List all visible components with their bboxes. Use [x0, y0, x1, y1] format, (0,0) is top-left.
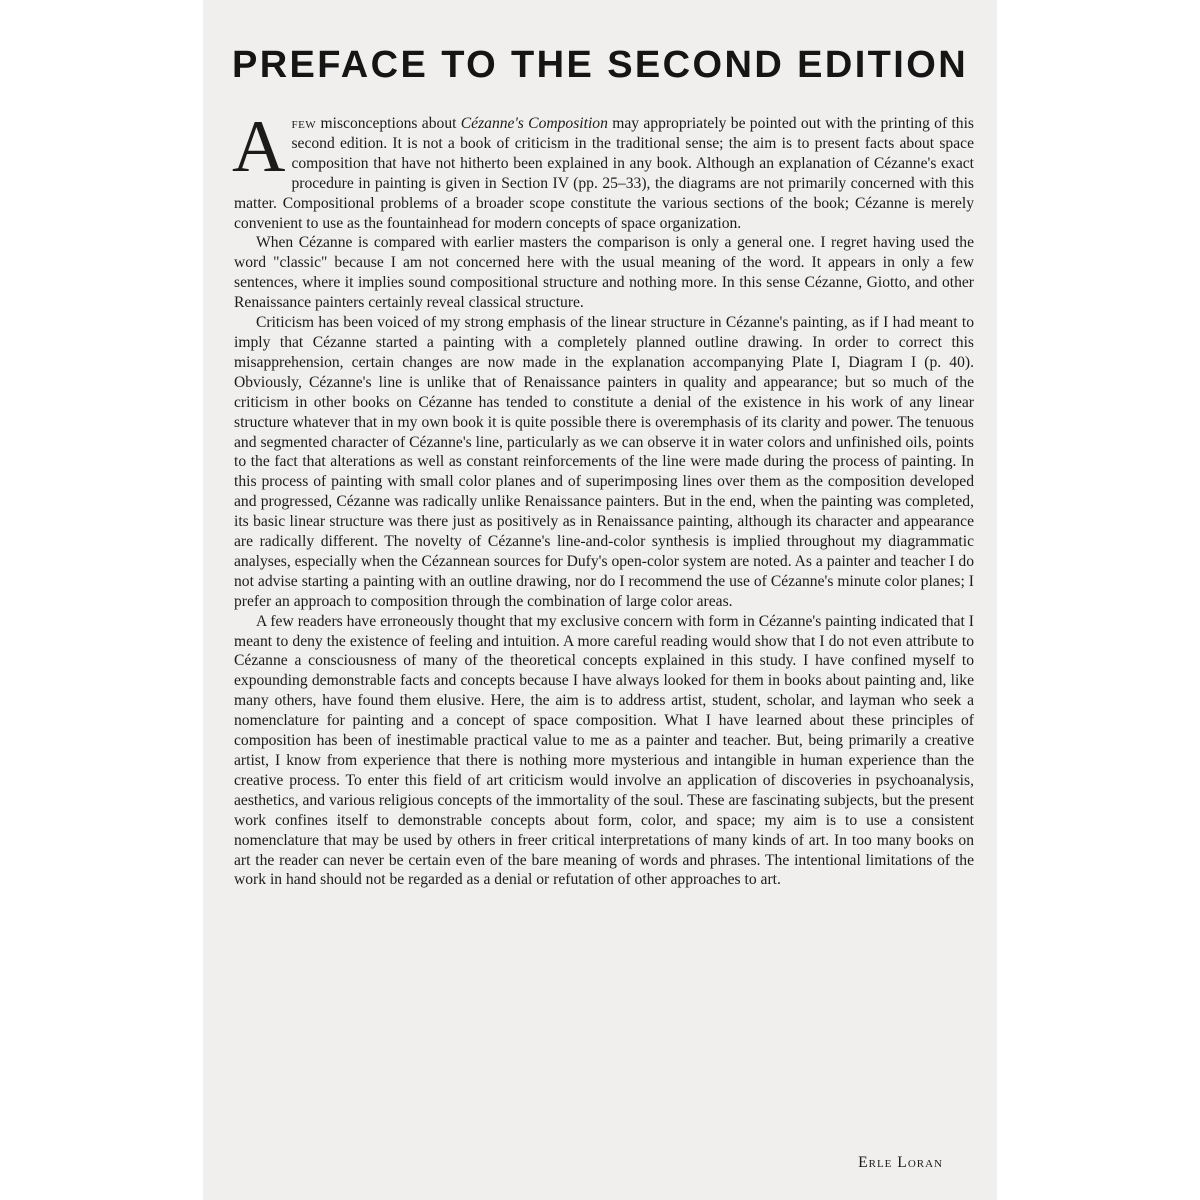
body-text [232, 106, 974, 890]
lead-small-caps: few [291, 115, 317, 132]
book-page [203, 0, 997, 1200]
paragraph-4: A few readers have erroneously thought that my exclusive concern with form in Cézanne's painting indicated that I meant to deny the existence of feeling and intuition. A more careful reading would show that I do not even attribute to Cézanne a consciousness of many of the theoretical concepts explained in this study. I have confined myself to expounding demonstrable facts and concepts because I have always looked for them in books about painting and, like many others, have found them elusive. Here, the aim is to address artist, student, scholar, and layman who seek a nomenclature for painting and a concept of space composition. What I have learned about these principles of composition has been of inestimable practical value to me as a painter and teacher. But, being primarily a creative artist, I know from experience that there is nothing more mysterious and intangible in human experience than the creative process. To enter this field of art criticism would involve an application of discoveries in psychoanalysis, aesthetics, and various religious concepts of the immortality of the soul. These are fascinating subjects, but the present work confines itself to demonstrable concepts about form, color, and space; my aim is to use a consistent nomenclature that may be used by others in freer critical interpretations of many kinds of art. In too many books on art the reader can never be certain even of the bare meaning of words and phrases. The intentional limitations of the work in hand should not be regarded as a denial or refutation of other approaches to art. [234, 612, 974, 889]
paragraph-1-text-a: misconceptions about [316, 115, 461, 132]
drop-cap: A [232, 106, 286, 188]
paragraph-3: Criticism has been voiced of my strong emphasis of the linear structure in Cézanne's painting, as if I had meant to imply that Cézanne started a painting with a completely planned outline drawing. In order to correct this misapprehension, certain changes are now made in the explanation accompanying Plate I, Diagram I (p. 40). Obviously, Cézanne's line is unlike that of Renaissance painters in quality and appearance; but so much of the criticism in other books on Cézanne has tended to constitute a denial of the existence in his work of any linear structure whatever that in my own book it is quite possible there is overemphasis of its clarity and power. The tenuous and segmented character of Cézanne's line, particularly as we can observe it in water colors and unfinished oils, points to the fact that alterations as well as constant reinforcements of the line were made during the process of painting. In this process of painting with small color planes and of superimposing lines over them as the composition developed and progressed, Cézanne was radically unlike Renaissance painters. But in the end, when the painting was completed, its basic linear structure was there just as positively as in Renaissance painting, although its character and appearance are radically different. The novelty of Cézanne's line-and-color synthesis is implied throughout my diagrammatic analyses, especially when the Cézannean sources for Dufy's open-color system are noted. As a painter and teacher I do not advise starting a painting with an outline drawing, nor do I recommend the use of Cézanne's minute color planes; I prefer an approach to composition through the combination of large color areas. [234, 314, 974, 610]
paragraph-1 [232, 106, 974, 233]
author-signature: Erle Loran [858, 1154, 943, 1171]
paragraph-1-text-b: may appropriately be pointed out with the printing of this second edition. It is not a book of criticism in the traditional sense; the aim is to present facts about space composition that have not hitherto been explained in any book. Although an explanation of Cézanne's exact procedure in painting is given in Section IV (pp. 25–33), the diagrams are not primarily concerned with this matter. Compositional problems of a broader scope constitute the various sections of the book; Cézanne is merely convenient to use as the fountainhead for modern concepts of space organization. [234, 115, 974, 232]
page-title: PREFACE TO THE SECOND EDITION [231, 44, 969, 86]
book-title-italic: Cézanne's Composition [460, 115, 608, 132]
paragraph-2: When Cézanne is compared with earlier masters the comparison is only a general one. I regret having used the word "classic" because I am not concerned here with the usual meaning of the word. It appears in only a few sentences, where it implies sound compositional structure and nothing more. In this sense Cézanne, Giotto, and other Renaissance painters certainly reveal classical structure. [234, 234, 974, 312]
